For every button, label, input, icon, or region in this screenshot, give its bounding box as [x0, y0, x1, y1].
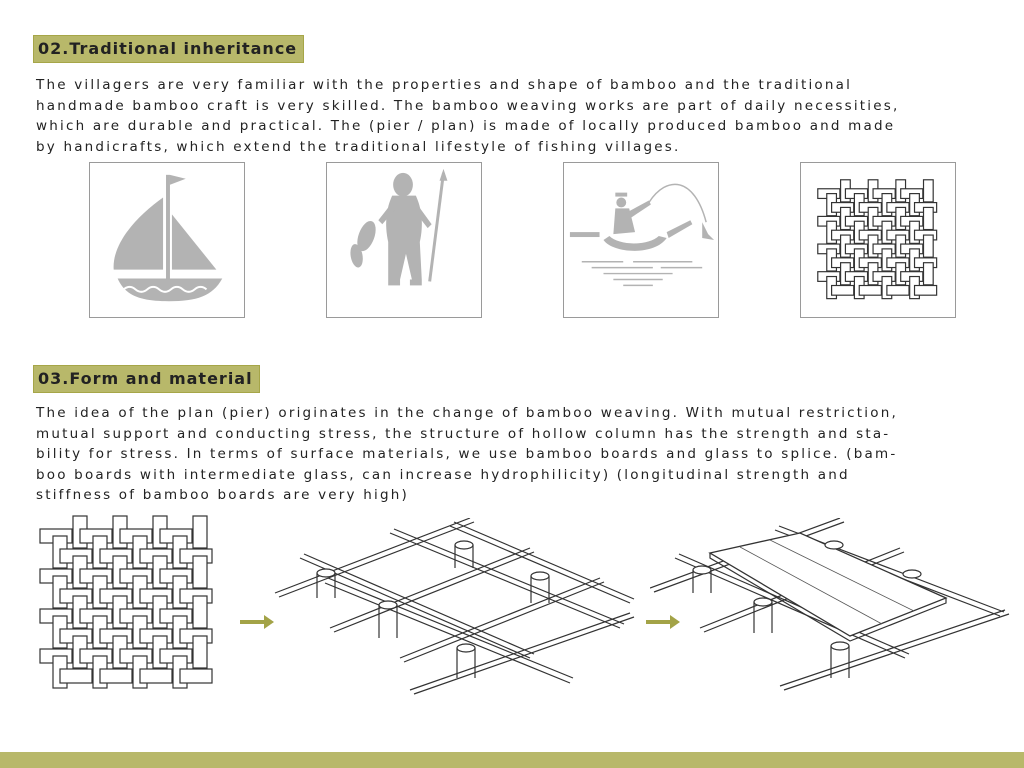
- weave-strip: [832, 286, 854, 296]
- para-line: mutual support and conducting stress, the structure of hollow column has the strength and sta-: [36, 425, 891, 442]
- bamboo-weave-icon: [801, 163, 955, 317]
- weave-strip: [924, 207, 934, 229]
- fisherman-spear-icon: [327, 163, 481, 317]
- weave-strip: [193, 596, 207, 628]
- paragraph-traditional: [36, 75, 986, 157]
- footer-bar: [0, 752, 1024, 768]
- section-heading-traditional: 02.Traditional inheritance: [33, 35, 304, 63]
- section-heading-form: 03.Form and material: [33, 365, 260, 393]
- weave-strip: [859, 286, 881, 296]
- para-line: which are durable and practical. The (pier / plan) is made of locally produced bamboo and made: [36, 118, 896, 134]
- para-line: The villagers are very familiar with the properties and shape of bamboo and the traditional: [36, 77, 853, 93]
- boat-angler-icon: [564, 163, 718, 317]
- para-line: The idea of the plan (pier) originates in the change of bamboo weaving. With mutual restriction,: [36, 405, 898, 421]
- sailboat-icon: [90, 163, 244, 317]
- weave-strip: [100, 669, 132, 683]
- weave-strip: [924, 235, 934, 257]
- bamboo-lattice-structure: [270, 518, 640, 698]
- weave-strip: [887, 286, 909, 296]
- sailboat-panel: [89, 162, 245, 318]
- weave-strip: [180, 669, 212, 683]
- weave-strip: [193, 556, 207, 588]
- weave-strip: [924, 263, 934, 285]
- angler-panel: [563, 162, 719, 318]
- para-line: stiffness of bamboo boards are very high): [36, 487, 409, 503]
- fisherman-panel: [326, 162, 482, 318]
- weave-pattern-diagram: [36, 512, 220, 696]
- bamboo-deck-structure: [650, 518, 1015, 693]
- weave-strip: [193, 636, 207, 668]
- weave-strip: [60, 669, 92, 683]
- weave-strip: [140, 669, 172, 683]
- para-line: boo boards with intermediate glass, can increase hydrophilicity) (longitudinal strength and: [36, 466, 850, 483]
- weave-strip: [193, 516, 207, 548]
- weave-strip: [924, 180, 934, 202]
- paragraph-form: [36, 403, 986, 506]
- weave-panel: [800, 162, 956, 318]
- para-line: handmade bamboo craft is very skilled. The bamboo weaving works are part of daily necessities,: [36, 97, 900, 114]
- para-line: bility for stress. In terms of surface materials, we use bamboo boards and glass to splice. (bam-: [36, 446, 898, 462]
- para-line: by handicrafts, which extend the traditional lifestyle of fishing villages.: [36, 138, 681, 155]
- weave-strip: [915, 286, 937, 296]
